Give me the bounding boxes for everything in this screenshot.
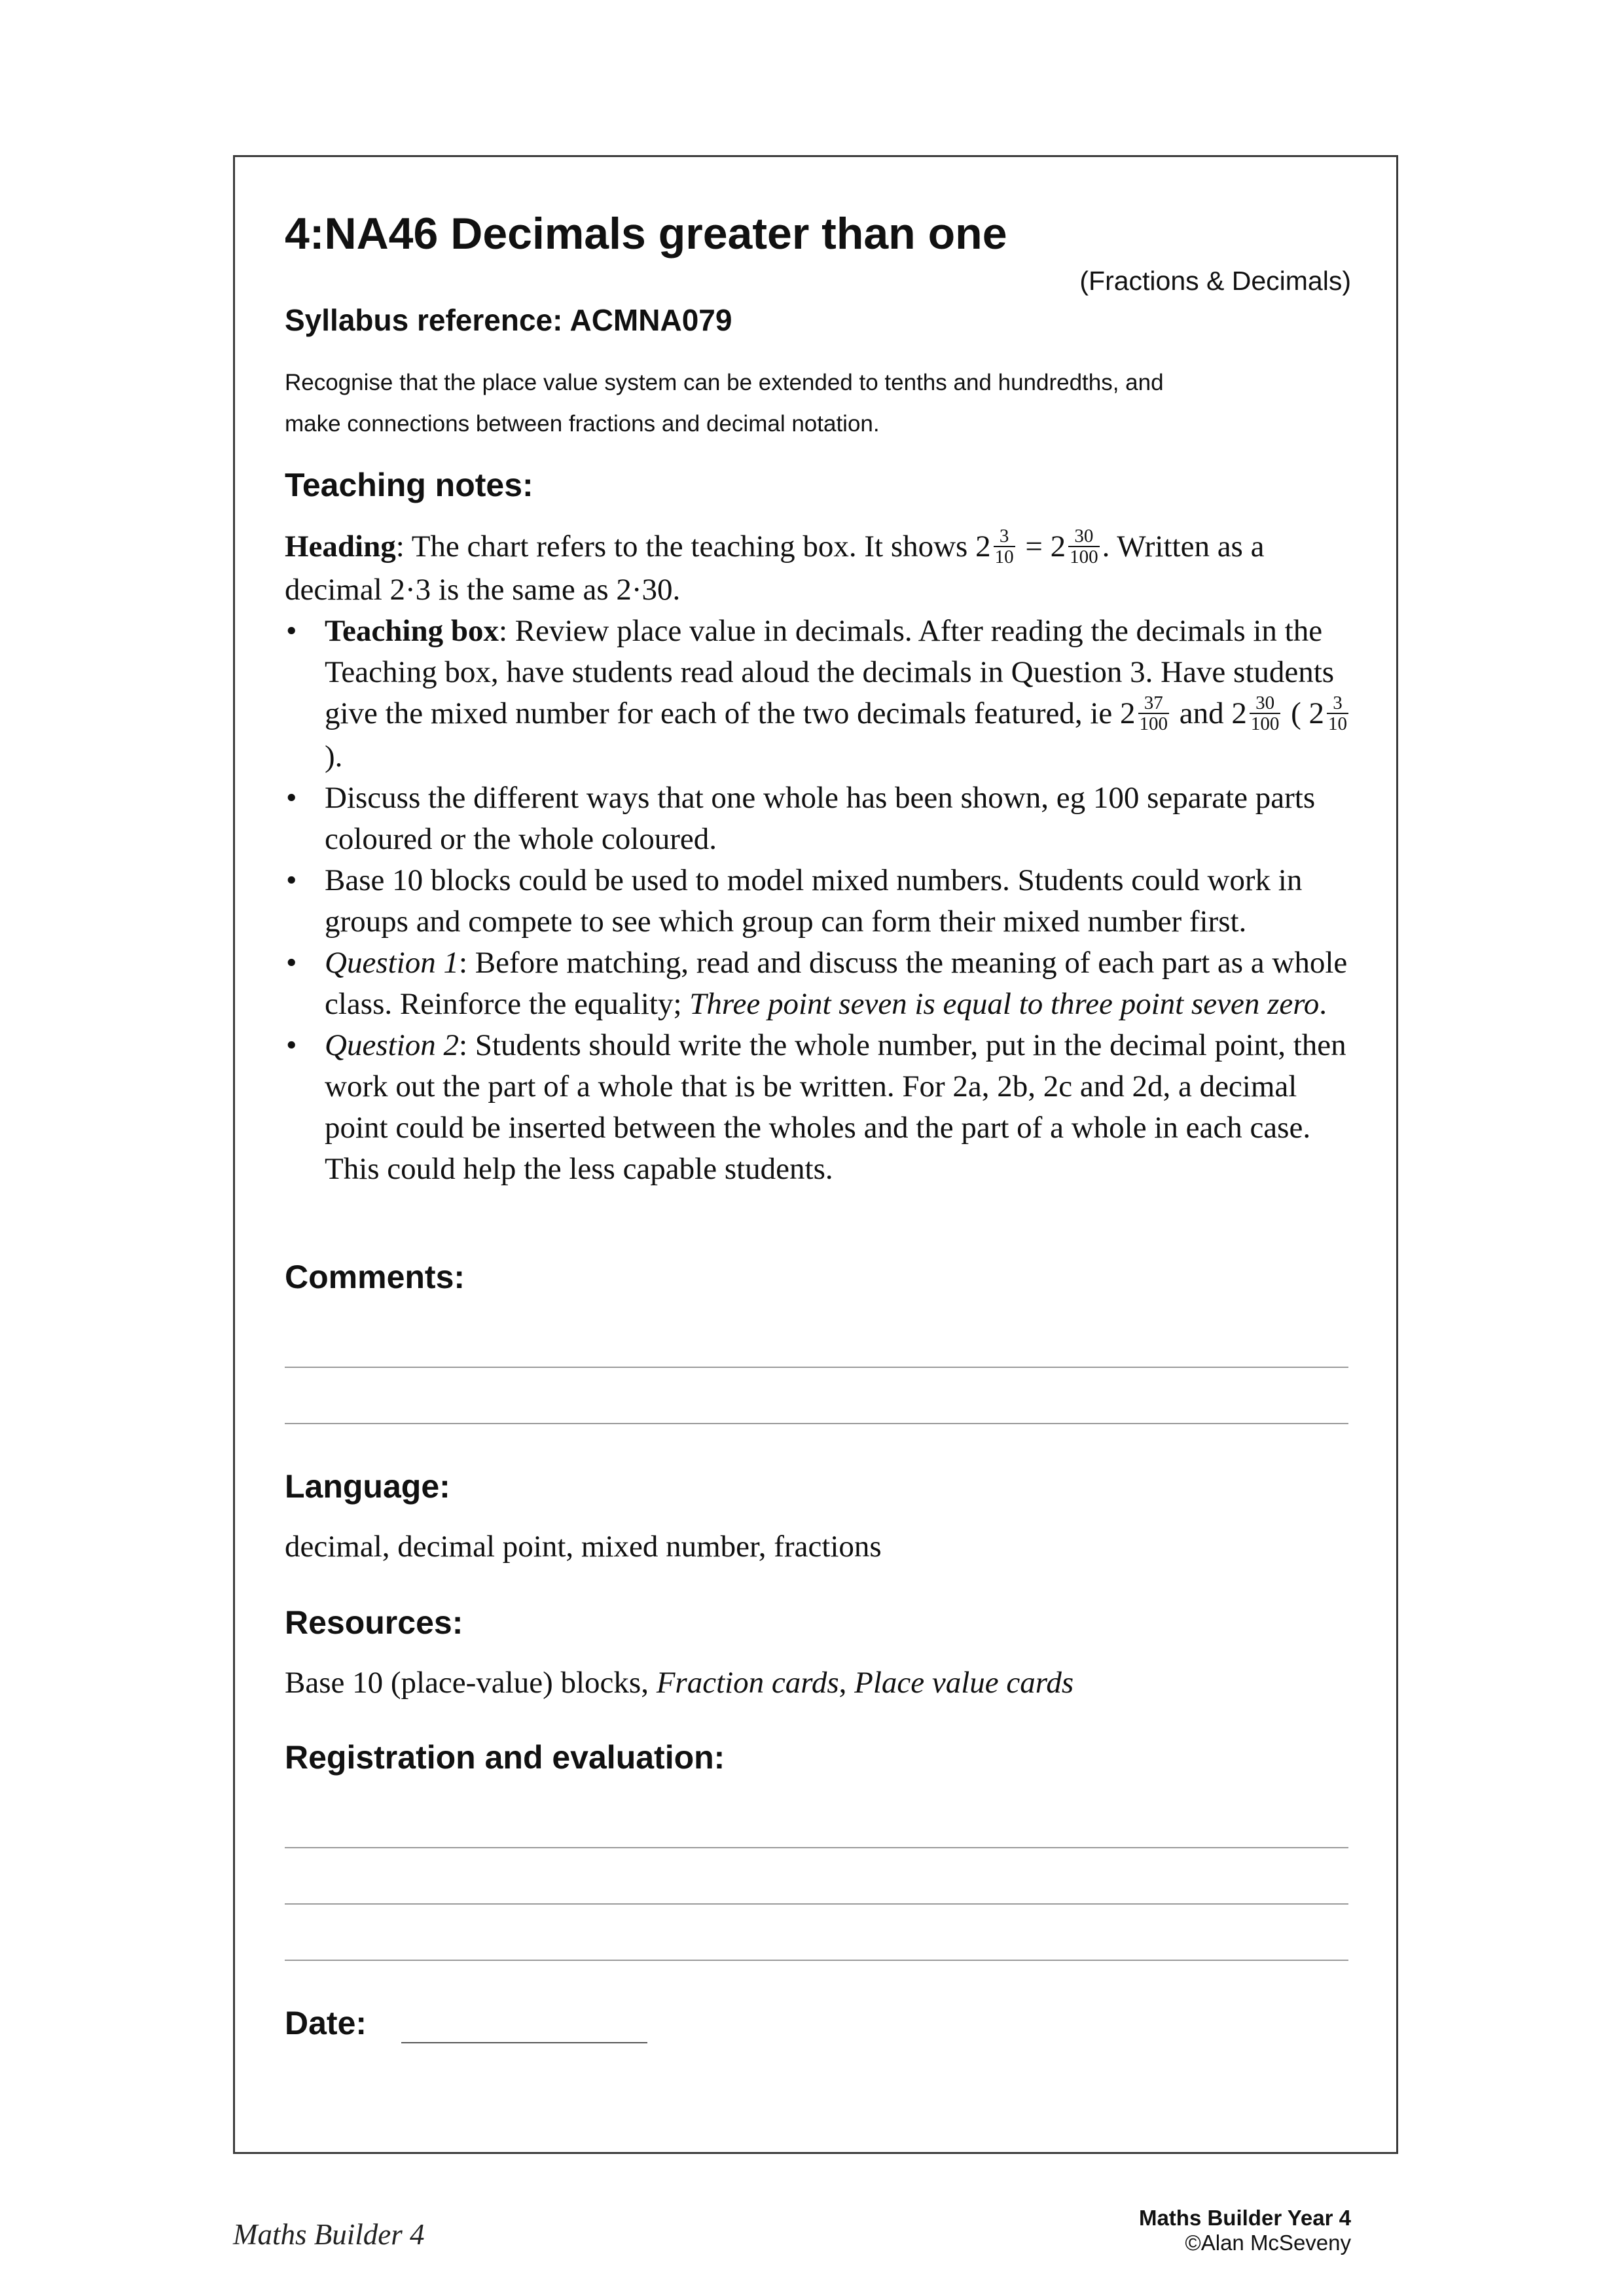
note-text: ( 2 (1283, 696, 1325, 731)
note-text: : Review place value in decimals. After reading the decimals in the Teaching box, have students read aloud the decimals in Question 3. Have students give the mixed number for each of the two decimals featured, ie 2 (325, 614, 1335, 731)
bullet: • (286, 1028, 297, 1063)
registration-line[interactable] (285, 1847, 1348, 1848)
footer-title: Maths Builder Year 4 (1138, 2206, 1351, 2230)
note-text: . Written as a decimal 2·3 is the same as 2·30. (285, 529, 1265, 607)
note-emphasis: Three point seven is equal to three point seven zero (689, 987, 1320, 1022)
fraction-numerator: 37 (1138, 693, 1170, 714)
teaching-notes-body (285, 526, 1358, 1190)
description-line: make connections between fractions and decimal notation. (285, 411, 880, 437)
language-text: decimal, decimal point, mixed number, fractions (285, 1530, 882, 1564)
bullet: • (286, 863, 297, 898)
notes-list (285, 611, 1358, 1190)
note-text: = 2 (1017, 529, 1066, 564)
fraction (1250, 693, 1281, 734)
note-text: and 2 (1172, 696, 1247, 731)
date-label: Date: (285, 2005, 367, 2041)
note-text: . (1319, 987, 1327, 1022)
footer-copyright: ©Alan McSeveny (1185, 2231, 1351, 2255)
fraction (1138, 693, 1170, 734)
note-label: Question 2 (325, 1028, 459, 1063)
fraction (1068, 526, 1100, 567)
note-text: : The chart refers to the teaching box. It shows 2 (395, 529, 991, 564)
list-item (285, 942, 1358, 1025)
list-item (285, 1025, 1358, 1190)
list-item (285, 860, 1358, 942)
footer-right (1139, 2206, 1351, 2255)
list-item (285, 778, 1358, 860)
list-item (285, 611, 1358, 778)
fraction-denominator: 10 (994, 547, 1014, 568)
syllabus-description (285, 362, 1352, 444)
date-field-line[interactable] (401, 2042, 647, 2043)
note-label: Question 1 (325, 946, 459, 980)
note-label: Teaching box (325, 614, 499, 649)
fraction-denominator: 100 (1139, 713, 1168, 735)
note-text: : Before matching, read and discuss the meaning of each part as a whole class. Reinforce the equality; (325, 946, 1348, 1022)
resources-text (285, 1665, 1074, 1700)
description-line: Recognise that the place value system can be extended to tenths and hundredths, and (285, 370, 1164, 395)
fraction-numerator: 3 (1327, 693, 1348, 714)
heading-note (285, 526, 1358, 611)
fraction-numerator: 3 (994, 526, 1015, 547)
footer-left: Maths Builder 4 (233, 2218, 425, 2251)
resources-item: Place value cards (854, 1666, 1074, 1700)
resources-heading: Resources: (285, 1604, 463, 1641)
fraction (1327, 693, 1348, 734)
language-heading: Language: (285, 1468, 450, 1505)
resources-item: Base 10 (place-value) blocks, (285, 1666, 657, 1700)
fraction-denominator: 100 (1070, 547, 1098, 568)
note-text: : Students should write the whole number, put in the decimal point, then work out the part of a whole that is be written. For 2a, 2b, 2c and 2d, a decimal point could be inserted between the wholes and the part of a whole in each case. This could help the less capable students. (325, 1028, 1346, 1187)
teaching-notes-heading: Teaching notes: (285, 467, 533, 503)
page-title: 4:NA46 Decimals greater than one (285, 209, 1007, 259)
bullet: • (286, 781, 297, 816)
resources-item: Fraction cards (656, 1666, 839, 1700)
fraction-denominator: 10 (1328, 713, 1348, 735)
bullet: • (286, 946, 297, 980)
fraction-denominator: 100 (1250, 713, 1280, 735)
registration-line[interactable] (285, 1960, 1348, 1961)
comments-line[interactable] (285, 1367, 1348, 1368)
note-text: Base 10 blocks could be used to model mixed numbers. Students could work in groups and compete to see which group can form their mixed number first. (325, 863, 1303, 939)
note-text: Discuss the different ways that one whole has been shown, eg 100 separate parts coloured or the whole coloured. (325, 781, 1316, 857)
note-label: Heading (285, 529, 396, 564)
comments-heading: Comments: (285, 1259, 465, 1295)
resources-separator: , (839, 1666, 855, 1700)
category-label: (Fractions & Decimals) (1079, 266, 1351, 296)
note-text: ). (325, 740, 343, 774)
fraction (994, 526, 1015, 567)
syllabus-reference: Syllabus reference: ACMNA079 (285, 303, 732, 337)
registration-line[interactable] (285, 1903, 1348, 1905)
fraction-numerator: 30 (1068, 526, 1100, 547)
registration-heading: Registration and evaluation: (285, 1739, 725, 1776)
fraction-numerator: 30 (1250, 693, 1281, 714)
bullet: • (286, 614, 297, 649)
comments-line[interactable] (285, 1423, 1348, 1424)
